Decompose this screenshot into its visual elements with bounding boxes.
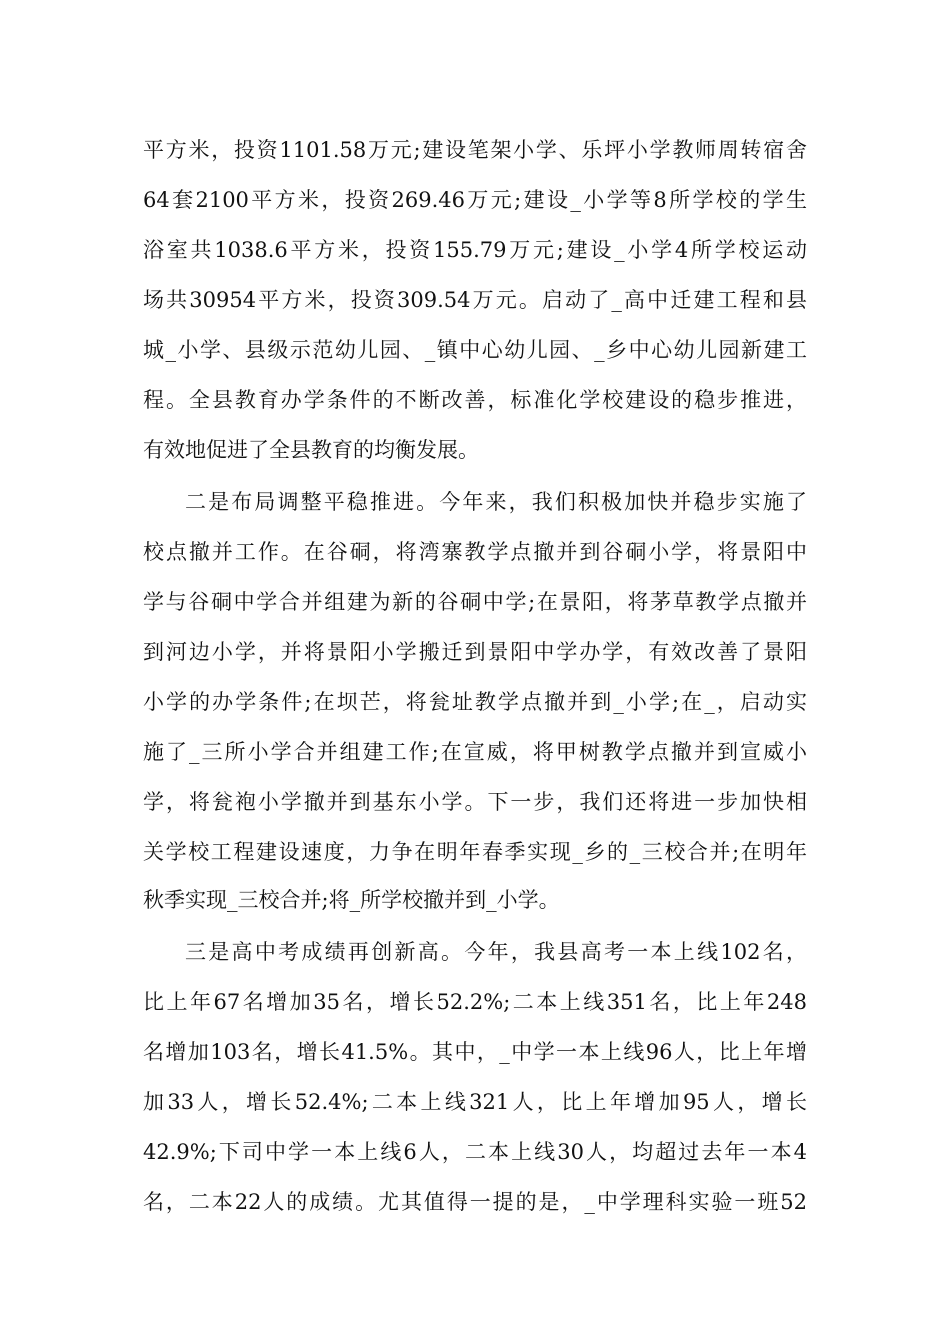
- body-text-line: 名，二本22人的成绩。尤其值得一提的是，_中学理科实验一班52: [143, 1190, 807, 1214]
- body-text-line: 加33人，增长52.4%;二本上线321人，比上年增加95人，增长: [143, 1090, 807, 1114]
- body-text-line: 程。全县教育办学条件的不断改善，标准化学校建设的稳步推进，: [143, 388, 807, 412]
- body-text-line: 施了_三所小学合并组建工作;在宣威，将甲树教学点撤并到宣威小: [143, 740, 807, 764]
- body-text-line: 城_小学、县级示范幼儿园、_镇中心幼儿园、_乡中心幼儿园新建工: [143, 338, 807, 362]
- body-text-line: 学，将瓮袍小学撤并到基东小学。下一步，我们还将进一步加快相: [143, 790, 807, 814]
- body-text-line: 比上年67名增加35名，增长52.2%;二本上线351名，比上年248: [143, 990, 807, 1014]
- body-text-line: 浴室共1038.6平方米，投资155.79万元;建设_小学4所学校运动: [143, 238, 807, 262]
- body-text-line: 64套2100平方米，投资269.46万元;建设_小学等8所学校的学生: [143, 188, 807, 212]
- paragraph-first-line: 二是布局调整平稳推进。今年来，我们积极加快并稳步实施了: [185, 490, 807, 514]
- body-text-line: 小学的办学条件;在坝芒，将瓮址教学点撤并到_小学;在_，启动实: [143, 690, 807, 714]
- body-text-line: 秋季实现_三校合并;将_所学校撤并到_小学。: [143, 888, 560, 912]
- body-text-line: 42.9%;下司中学一本上线6人，二本上线30人，均超过去年一本4: [143, 1140, 807, 1164]
- body-text-line: 到河边小学，并将景阳小学搬迁到景阳中学办学，有效改善了景阳: [143, 640, 807, 664]
- body-text-line: 名增加103名，增长41.5%。其中，_中学一本上线96人，比上年增: [143, 1040, 807, 1064]
- paragraph-first-line: 三是高中考成绩再创新高。今年，我县高考一本上线102名，: [185, 940, 807, 964]
- body-text-line: 校点撤并工作。在谷硐，将湾寨教学点撤并到谷硐小学，将景阳中: [143, 540, 807, 564]
- body-text-line: 学与谷硐中学合并组建为新的谷硐中学;在景阳，将茅草教学点撤并: [143, 590, 807, 614]
- body-text-line: 平方米，投资1101.58万元;建设笔架小学、乐坪小学教师周转宿舍: [143, 138, 807, 162]
- body-text-line: 场共30954平方米，投资309.54万元。启动了_高中迁建工程和县: [143, 288, 807, 312]
- body-text-line: 关学校工程建设速度，力争在明年春季实现_乡的_三校合并;在明年: [143, 840, 807, 864]
- body-text-line: 有效地促进了全县教育的均衡发展。: [143, 438, 479, 462]
